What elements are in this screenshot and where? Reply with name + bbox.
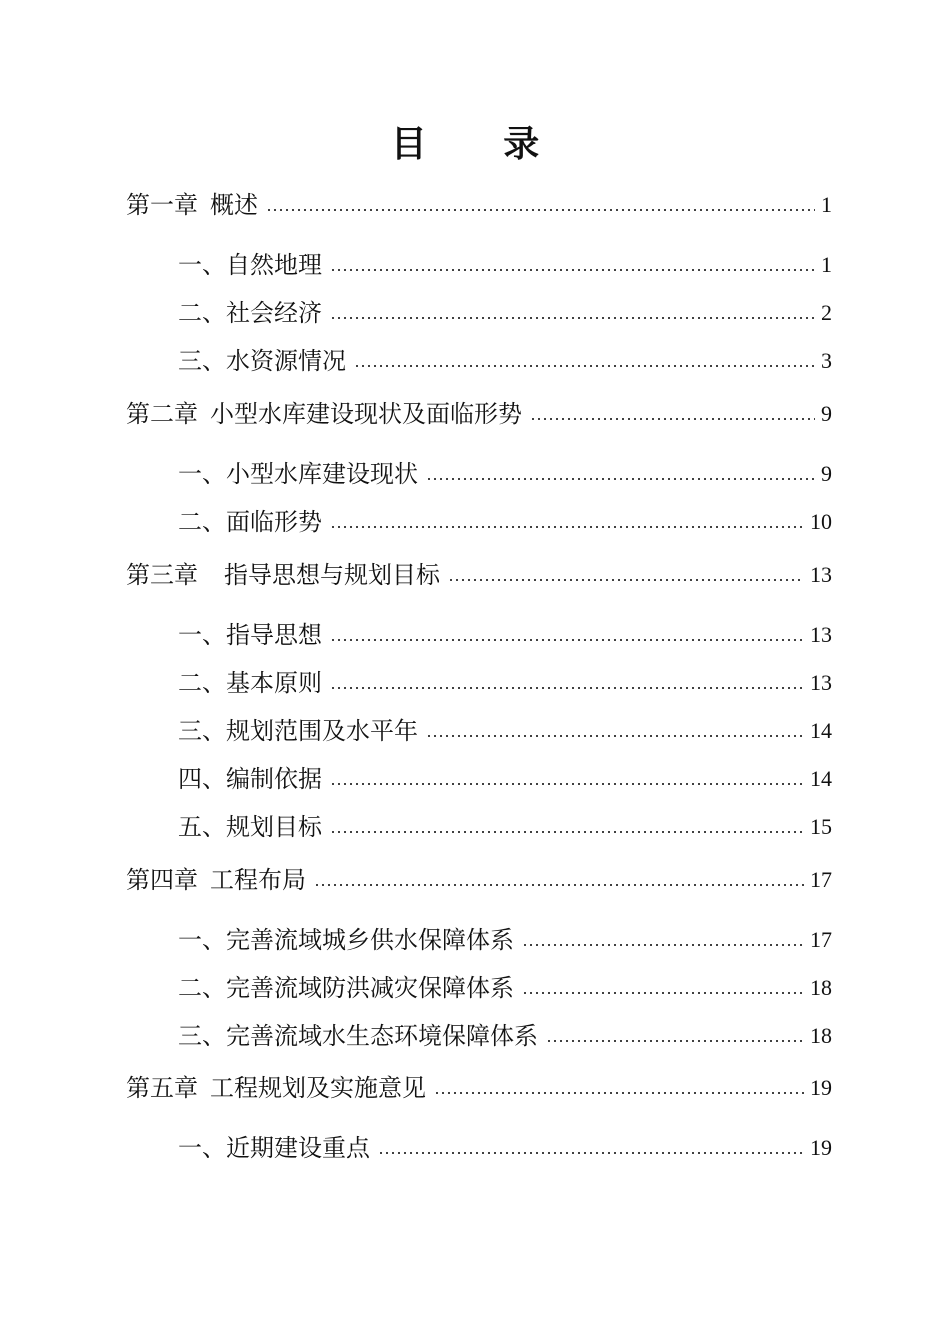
page-number: 13 [810, 562, 832, 587]
chapter-number: 第三章 [126, 561, 198, 589]
section-label: 二、社会经济 [178, 299, 322, 327]
toc-chapter-2[interactable] [126, 399, 832, 429]
chapter-title: 工程规划及实施意见 [210, 1074, 426, 1102]
dot-leader [426, 733, 804, 739]
toc-section-1-3[interactable] [178, 346, 832, 376]
page-number: 13 [810, 670, 832, 695]
page-title: 目 录 [390, 123, 572, 165]
page-number: 10 [810, 509, 832, 534]
chapter-title: 工程布局 [210, 866, 306, 894]
toc-section-3-2[interactable] [178, 668, 832, 698]
page-number: 17 [810, 867, 832, 892]
section-label: 二、基本原则 [178, 669, 322, 697]
dot-leader [330, 685, 804, 691]
dot-leader [434, 1090, 804, 1096]
chapter-label [126, 1073, 426, 1103]
section-label: 三、水资源情况 [178, 347, 346, 375]
dot-leader [530, 416, 815, 422]
section-label: 一、近期建设重点 [178, 1134, 370, 1162]
page-number: 1 [821, 252, 832, 277]
toc-section-3-5[interactable] [178, 812, 832, 842]
dot-leader [330, 267, 815, 273]
section-label: 三、规划范围及水平年 [178, 717, 418, 745]
toc-chapter-1[interactable] [126, 190, 832, 220]
dot-leader [448, 577, 804, 583]
section-label: 一、指导思想 [178, 621, 322, 649]
toc-section-3-1[interactable] [178, 620, 832, 650]
toc-section-4-2[interactable] [178, 973, 832, 1003]
dot-leader [522, 990, 804, 996]
section-label: 一、完善流域城乡供水保障体系 [178, 926, 514, 954]
section-label: 二、面临形势 [178, 508, 322, 536]
toc-section-1-2[interactable] [178, 298, 832, 328]
dot-leader [266, 207, 815, 213]
page-number: 15 [810, 814, 832, 839]
chapter-title: 指导思想与规划目标 [224, 561, 440, 589]
page-number: 9 [821, 401, 832, 426]
toc-section-4-1[interactable] [178, 925, 832, 955]
toc-chapter-4[interactable] [126, 865, 832, 895]
section-label: 三、完善流域水生态环境保障体系 [178, 1022, 538, 1050]
page-number: 14 [810, 766, 832, 791]
toc-section-2-1[interactable] [178, 459, 832, 489]
toc-section-4-3[interactable] [178, 1021, 832, 1051]
dot-leader [546, 1038, 804, 1044]
page-number: 2 [821, 300, 832, 325]
chapter-title: 概述 [210, 191, 258, 219]
section-label: 四、编制依据 [178, 765, 322, 793]
dot-leader [522, 942, 804, 948]
page-number: 18 [810, 975, 832, 1000]
page-number: 17 [810, 927, 832, 952]
toc-section-3-3[interactable] [178, 716, 832, 746]
chapter-number: 第五章 [126, 1074, 198, 1102]
section-label: 二、完善流域防洪减灾保障体系 [178, 974, 514, 1002]
toc-chapter-5[interactable] [126, 1073, 832, 1103]
dot-leader [330, 524, 804, 530]
chapter-label [126, 399, 522, 429]
page-number: 13 [810, 622, 832, 647]
section-label: 一、自然地理 [178, 251, 322, 279]
toc-section-3-4[interactable] [178, 764, 832, 794]
dot-leader [330, 829, 804, 835]
dot-leader [378, 1150, 804, 1156]
page-number: 14 [810, 718, 832, 743]
toc-section-1-1[interactable] [178, 250, 832, 280]
chapter-label [126, 560, 440, 590]
chapter-title: 小型水库建设现状及面临形势 [210, 400, 522, 428]
chapter-label [126, 190, 258, 220]
page-number: 1 [821, 192, 832, 217]
toc-section-2-2[interactable] [178, 507, 832, 537]
toc-chapter-3[interactable] [126, 560, 832, 590]
section-label: 一、小型水库建设现状 [178, 460, 418, 488]
dot-leader [330, 315, 815, 321]
dot-leader [330, 781, 804, 787]
dot-leader [354, 363, 815, 369]
dot-leader [426, 476, 815, 482]
page-number: 3 [821, 348, 832, 373]
page-number: 19 [810, 1135, 832, 1160]
page-number: 9 [821, 461, 832, 486]
dot-leader [330, 637, 804, 643]
chapter-number: 第二章 [126, 400, 198, 428]
chapter-number: 第四章 [126, 866, 198, 894]
chapter-number: 第一章 [126, 191, 198, 219]
page-number: 19 [810, 1075, 832, 1100]
page-number: 18 [810, 1023, 832, 1048]
chapter-label [126, 865, 306, 895]
toc-section-5-1[interactable] [178, 1133, 832, 1163]
dot-leader [314, 882, 804, 888]
section-label: 五、规划目标 [178, 813, 322, 841]
